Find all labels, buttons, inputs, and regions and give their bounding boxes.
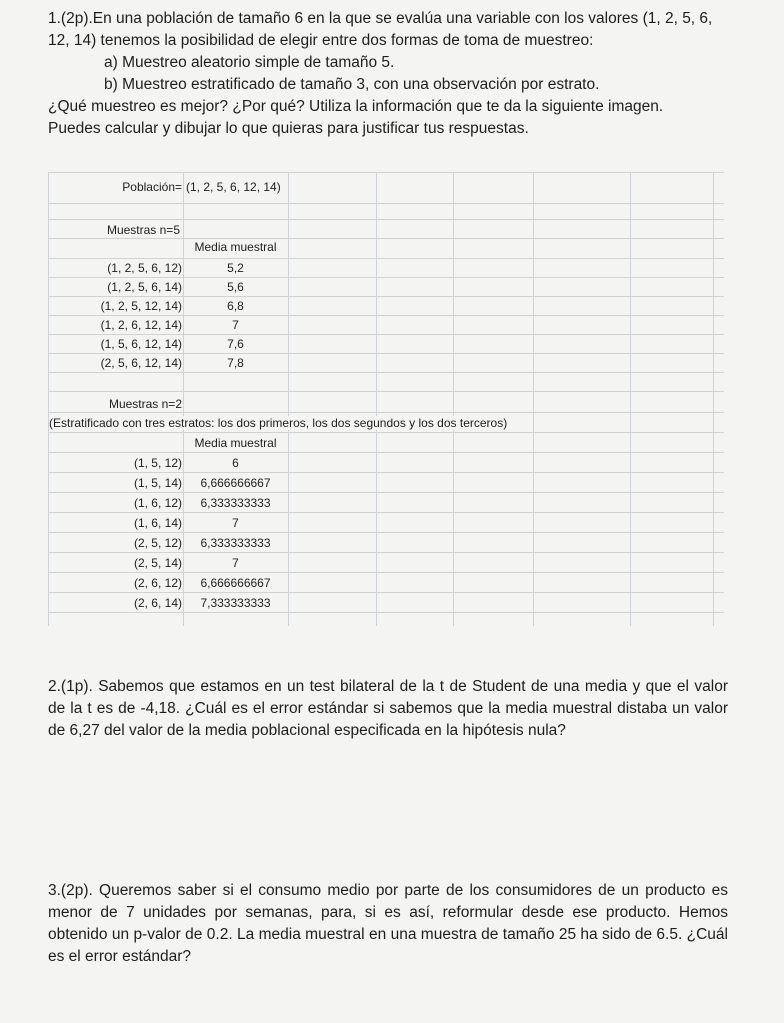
question-1 — [48, 8, 728, 140]
grid-row-line — [48, 277, 724, 278]
mean-n5: 5,2 — [227, 261, 244, 275]
mean-strat: 7,333333333 — [200, 596, 271, 610]
sample-strat: (1, 6, 12) — [133, 496, 182, 510]
grid-col-line — [630, 172, 631, 626]
grid-row-line — [48, 612, 724, 613]
grid-row-line — [48, 552, 724, 553]
mean-strat: 6,666666667 — [200, 476, 271, 490]
sample-n5: (1, 5, 6, 12, 14) — [100, 337, 182, 351]
muestras-n5-label: Muestras n=5 — [106, 223, 180, 237]
mean-n5: 6,8 — [227, 299, 244, 313]
grid-row-line — [48, 512, 724, 513]
sample-strat: (1, 5, 12) — [133, 456, 182, 470]
sample-strat: (2, 6, 14) — [133, 596, 182, 610]
grid-row-line — [48, 238, 724, 239]
grid-row-line — [48, 412, 724, 413]
grid-row-line — [48, 203, 724, 204]
mean-strat: 6,666666667 — [200, 576, 271, 590]
question-2 — [48, 676, 728, 742]
grid-row-line — [48, 219, 724, 220]
grid-row-line — [48, 353, 724, 354]
grid-row-line — [48, 315, 724, 316]
spreadsheet-table — [48, 172, 724, 626]
grid-col-line — [533, 172, 534, 626]
estratificado-label: (Estratificado con tres estratos: los dos primeros, los dos segundos y los dos terceros) — [49, 416, 508, 430]
mean-n5: 5,6 — [227, 280, 244, 294]
grid-row-line — [48, 258, 724, 259]
grid-col-line — [713, 172, 714, 626]
question-1-prompt: ¿Qué muestreo es mejor? ¿Por qué? Utiliza la información que te da la siguiente imagen. — [48, 98, 664, 115]
grid-row-line — [48, 172, 724, 173]
poblacion-value: (1, 2, 5, 6, 12, 14) — [186, 180, 281, 194]
question-1-instruction: Puedes calcular y dibujar lo que quieras para justificar tus respuestas. — [48, 120, 529, 137]
media-muestral-header-2: Media muestral — [194, 436, 277, 450]
grid-row-line — [48, 372, 724, 373]
grid-row-line — [48, 572, 724, 573]
grid-row-line — [48, 592, 724, 593]
grid-row-line — [48, 296, 724, 297]
sample-strat: (2, 6, 12) — [133, 576, 182, 590]
question-2-statement: 2.(1p). Sabemos que estamos en un test bilateral de la t de Student de una media y que el valor de la t es de -4,18. ¿Cuál es el error estándar si sabemos que la media muestral distaba un valor de 6,27 del valor de la media poblacional especificada en la hipótesis nula? — [48, 678, 728, 739]
option-a: a) Muestreo aleatorio simple de tamaño 5. — [104, 54, 395, 71]
mean-strat: 6 — [232, 456, 239, 470]
sample-n5: (1, 2, 5, 6, 14) — [107, 280, 182, 294]
grid-row-line — [48, 391, 724, 392]
question-1-statement: 1.(2p).En una población de tamaño 6 en la que se evalúa una variable con los valores (1, 2, 5, 6, 12, 14) tenemos la posibilidad de elegir entre dos formas de toma de muestreo: — [48, 10, 713, 49]
question-3-statement: 3.(2p). Queremos saber si el consumo medio por parte de los consumidores de un producto es menor de 7 unidades por semanas, para, si es así, reformular desde ese producto. Hemos obtenido un p-valor de 0.2. La media muestral en una muestra de tamaño 25 ha sido de 6.5. ¿Cuál es el error estándar? — [48, 882, 728, 965]
mean-strat: 7 — [232, 556, 239, 570]
mean-n5: 7,6 — [227, 337, 244, 351]
grid-col-line — [288, 172, 289, 626]
question-3 — [48, 880, 728, 968]
grid-row-line — [48, 472, 724, 473]
grid-row-line — [48, 334, 724, 335]
sample-n5: (1, 2, 6, 12, 14) — [100, 318, 182, 332]
mean-n5: 7 — [232, 318, 239, 332]
sample-n5: (1, 2, 5, 12, 14) — [100, 299, 182, 313]
sample-strat: (1, 5, 14) — [133, 476, 182, 490]
sample-n5: (2, 5, 6, 12, 14) — [100, 356, 182, 370]
sample-strat: (1, 6, 14) — [133, 516, 182, 530]
grid-row-line — [48, 432, 724, 433]
option-b: b) Muestreo estratificado de tamaño 3, con una observación por estrato. — [104, 76, 600, 93]
sample-strat: (2, 5, 12) — [133, 536, 182, 550]
sample-n5: (1, 2, 5, 6, 12) — [107, 261, 182, 275]
mean-strat: 7 — [232, 516, 239, 530]
poblacion-label: Población= — [122, 180, 182, 194]
grid-row-line — [48, 492, 724, 493]
mean-strat: 6,333333333 — [200, 496, 271, 510]
mean-n5: 7,8 — [227, 356, 244, 370]
grid-col-line — [376, 172, 377, 626]
grid-row-line — [48, 452, 724, 453]
muestras-n2-label: Muestras n=2 — [108, 397, 182, 411]
sample-strat: (2, 5, 14) — [133, 556, 182, 570]
mean-strat: 6,333333333 — [200, 536, 271, 550]
grid-row-line — [48, 532, 724, 533]
grid-col-line — [453, 172, 454, 626]
media-muestral-header: Media muestral — [194, 240, 277, 254]
